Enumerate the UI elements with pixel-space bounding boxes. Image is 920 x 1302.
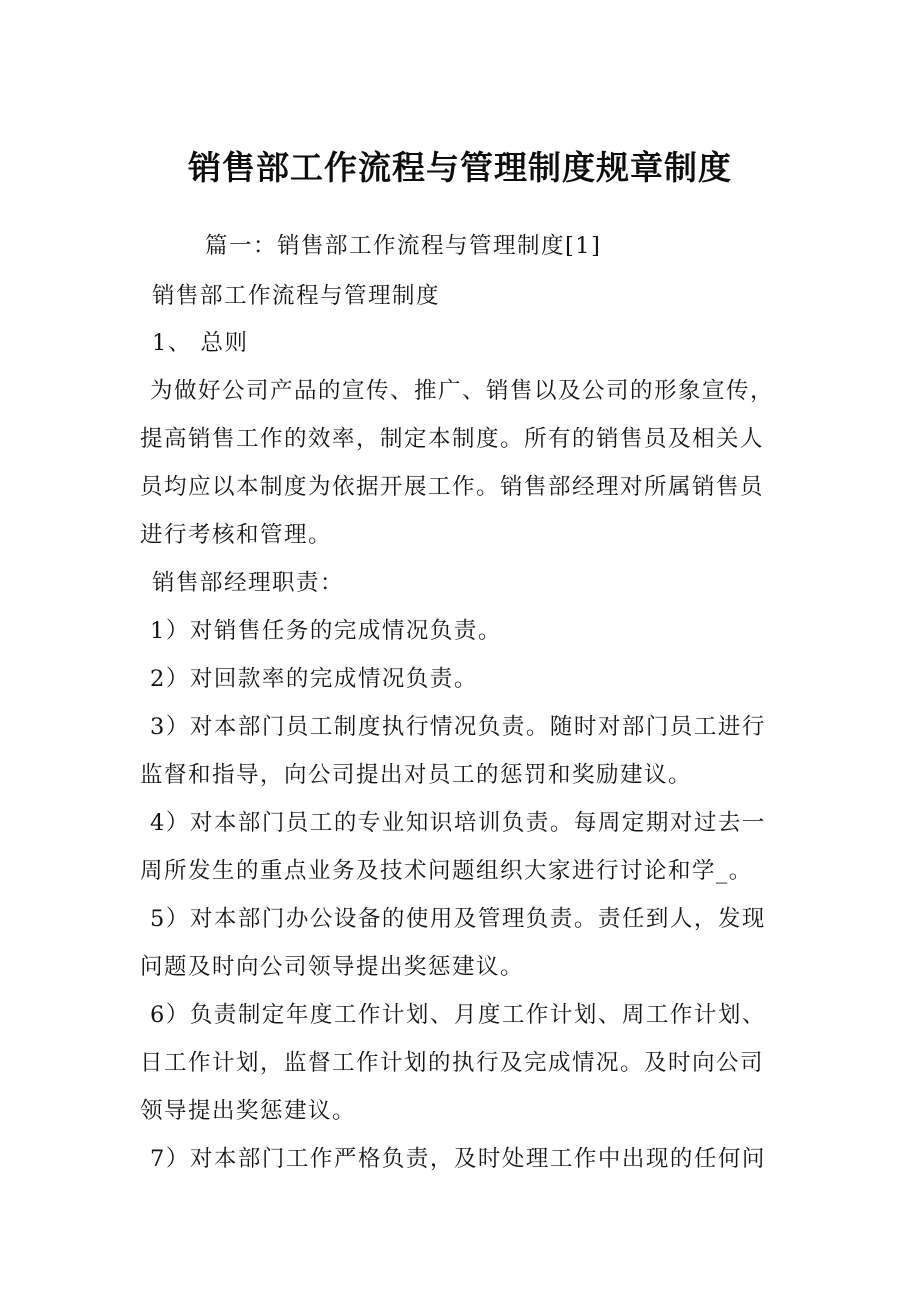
- section-heading: 篇一：销售部工作流程与管理制度[1]: [205, 233, 602, 259]
- paragraph-line: 员均应以本制度为依据开展工作。销售部经理对所属销售员: [140, 474, 765, 500]
- duties-heading: 销售部经理职责：: [152, 570, 345, 596]
- duty-item: 1）对销售任务的完成情况负责。: [150, 618, 502, 644]
- duty-item: 5）对本部门办公设备的使用及管理负责。责任到人，发现: [150, 906, 766, 932]
- paragraph-line: 提高销售工作的效率，制定本制度。所有的销售员及相关人: [140, 426, 765, 452]
- duty-item: 4）对本部门员工的专业知识培训负责。每周定期对过去一: [150, 810, 766, 836]
- document-title: 销售部工作流程与管理制度规章制度: [188, 148, 732, 187]
- duty-item: 3）对本部门员工制度执行情况负责。随时对部门员工进行: [150, 714, 766, 740]
- paragraph-line: 进行考核和管理。: [140, 522, 333, 548]
- duty-item: 7）对本部门工作严格负责，及时处理工作中出现的任何问: [150, 1146, 766, 1172]
- duty-item: 6）负责制定年度工作计划、月度工作计划、周工作计划、: [150, 1002, 766, 1028]
- duty-item-continued: 领导提出奖惩建议。: [140, 1098, 357, 1124]
- paragraph-line: 为做好公司产品的宣传、推广、销售以及公司的形象宣传，: [150, 378, 775, 404]
- duty-item-continued: 监督和指导，向公司提出对员工的惩罚和奖励建议。: [140, 762, 693, 788]
- clause-heading: 1、 总则: [152, 330, 249, 356]
- subsection-title: 销售部工作流程与管理制度: [152, 283, 441, 309]
- duty-item-continued: 问题及时向公司领导提出奖惩建议。: [140, 954, 525, 980]
- duty-item-continued: 周所发生的重点业务及技术问题组织大家进行讨论和学_。: [140, 858, 753, 884]
- duty-item: 2）对回款率的完成情况负责。: [150, 666, 478, 692]
- duty-item-continued: 日工作计划，监督工作计划的执行及完成情况。及时向公司: [140, 1050, 765, 1076]
